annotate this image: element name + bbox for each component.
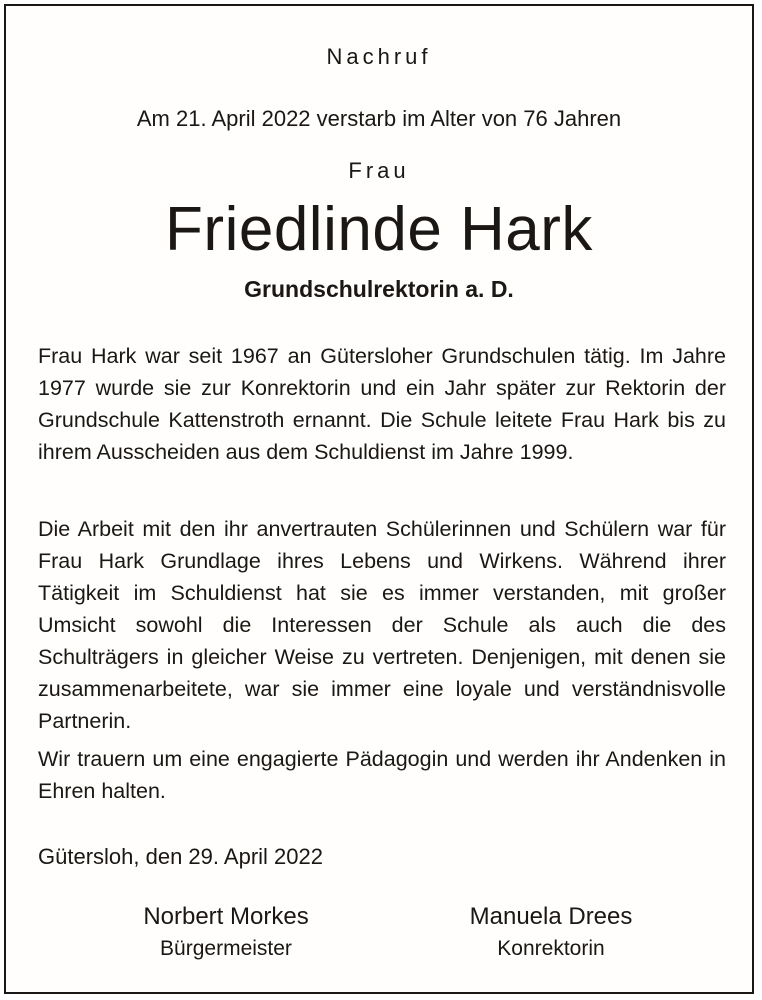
signatory-role: Bürgermeister: [160, 937, 292, 960]
paragraph-career: Frau Hark war seit 1967 an Gütersloher Grundschulen tätig. Im Jahre 1977 wurde sie zur Konrektorin und ein Jahr später zur Rektorin der Grundschule Kattenstroth ernannt. Die Schule leitete Frau Hark bis zu ihrem Ausscheiden aus dem Schuldienst im Jahre 1999.: [38, 344, 726, 464]
deceased-name: Friedlinde Hark: [165, 195, 593, 264]
signatory-name: Norbert Morkes: [143, 903, 309, 930]
place-and-date: Gütersloh, den 29. April 2022: [38, 844, 323, 869]
salutation: Frau: [348, 158, 410, 183]
signatory-vice-principal: [406, 901, 696, 965]
paragraph-mourning: Wir trauern um eine engagierte Pädagogin und werden ihr Andenken in Ehren halten.: [38, 747, 726, 803]
deceased-title: Grundschulrektorin a. D.: [244, 276, 514, 302]
signatory-role: Konrektorin: [497, 937, 605, 960]
paragraph-tribute: Die Arbeit mit den ihr anvertrauten Schülerinnen und Schülern war für Frau Hark Grundlage ihres Lebens und Wirkens. Während ihrer Tätigkeit im Schuldienst hat sie es immer verstanden, mit großer Umsicht sowohl die Interessen der Schule als auch die des Schulträgers in gleicher Weise zu vertreten. Denjenigen, mit denen sie zusammenarbeitete, war sie immer eine loyale und verständnisvolle Partnerin.: [38, 517, 726, 733]
obituary-notice: [4, 4, 754, 994]
notice-heading: Nachruf: [326, 44, 432, 69]
signatory-mayor: [81, 901, 371, 965]
death-announcement: Am 21. April 2022 verstarb im Alter von 76 Jahren: [136, 106, 622, 131]
signatory-name: Manuela Drees: [469, 903, 633, 930]
